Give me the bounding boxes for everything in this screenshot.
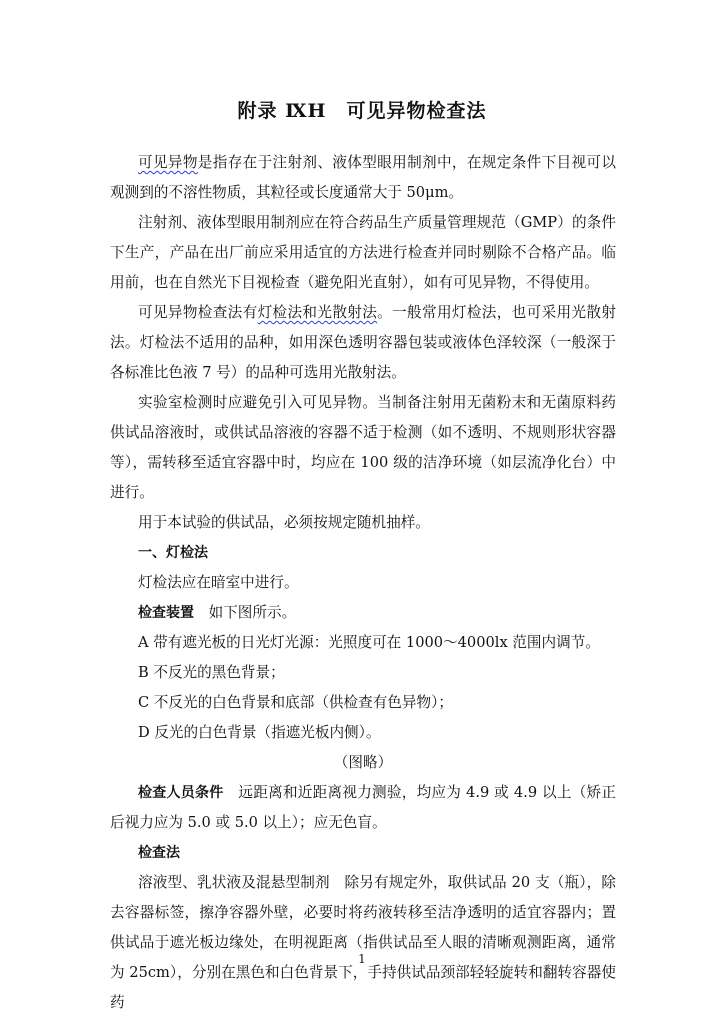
paragraph-sampling: 用于本试验的供试品，必须按规定随机抽样。 (138, 514, 430, 531)
paragraph-staff (110, 778, 616, 838)
paragraph-production: 注射剂、液体型眼用制剂应在符合药品生产质量管理规范（GMP）的条件下生产，产品在出厂前应采用适宜的方法进行检查并同时剔除不合格产品。临用前，也在自然光下目视检查（避免阳光直射），如有可见异物，不得使用。 (110, 214, 616, 291)
staff-label: 检查人员条件 (138, 785, 224, 801)
list-item-b: B 不反光的黑色背景； (138, 664, 285, 681)
list-item-c: C 不反光的白色背景和底部（供检查有色异物）； (138, 694, 453, 711)
paragraph-methods (110, 298, 616, 388)
section-heading-method: 检查法 (138, 845, 180, 861)
section-heading-light-inspection: 一、灯检法 (138, 545, 208, 561)
paragraph-darkroom: 灯检法应在暗室中进行。 (138, 574, 299, 591)
list-item-d: D 反光的白色背景（指遮光板内侧）。 (138, 724, 381, 741)
device-text: 如下图所示。 (194, 604, 297, 621)
paragraph-definition-text: 是指存在于注射剂、液体型眼用制剂中，在规定条件下目视可以观测到的不溶性物质，其粒径或长度通常大于 50μm。 (110, 154, 616, 201)
device-label: 检查装置 (138, 605, 194, 621)
term-visible-foreign-matter: 可见异物 (138, 154, 198, 171)
paragraph-method: 溶液型、乳状液及混悬型制剂 除另有规定外，取供试品 20 支（瓶），除去容器标签，擦净容器外壁，必要时将药液转移至洁净透明的适宜容器内；置供试品于遮光板边缘处，在明视距离（指供试品至人眼的清晰观测距离，通常为 25cm），分别在黑色和白色背景下，手持供试品颈部轻轻旋转和翻转容器使药 (110, 874, 616, 1011)
term-methods: 灯检法和光散射法 (257, 304, 378, 321)
document-body (110, 148, 616, 1018)
staff-text: 远距离和近距离视力测验，均应为 4.9 或 4.9 以上（矫正后视力应为 5.0 或 5.0 以上）；应无色盲。 (110, 784, 616, 831)
paragraph-methods-lead: 可见异物检查法有 (138, 304, 258, 321)
paragraph-device (110, 598, 616, 628)
figure-omitted: （图略） (333, 754, 393, 771)
page-title: 附录 ⅨH 可见异物检查法 (237, 100, 487, 122)
paragraph-lab: 实验室检测时应避免引入可见异物。当制备注射用无菌粉末和无菌原料药供试品溶液时，或供试品溶液的容器不适于检测（如不透明、不规则形状容器等），需转移至适宜容器中时，均应在 100 级的洁净环境（如层流净化台）中进行。 (110, 394, 616, 501)
list-item-a: A 带有遮光板的日光灯光源：光照度可在 1000～4000lx 范围内调节。 (138, 634, 600, 651)
paragraph-methods-text: 。一般常用灯检法，也可采用光散射法。灯检法不适用的品种，如用深色透明容器包装或液体色泽较深（一般深于各标准比色液 7 号）的品种可选用光散射法。 (110, 304, 616, 381)
paragraph-definition (110, 148, 616, 208)
page-number: 1 (358, 952, 366, 966)
